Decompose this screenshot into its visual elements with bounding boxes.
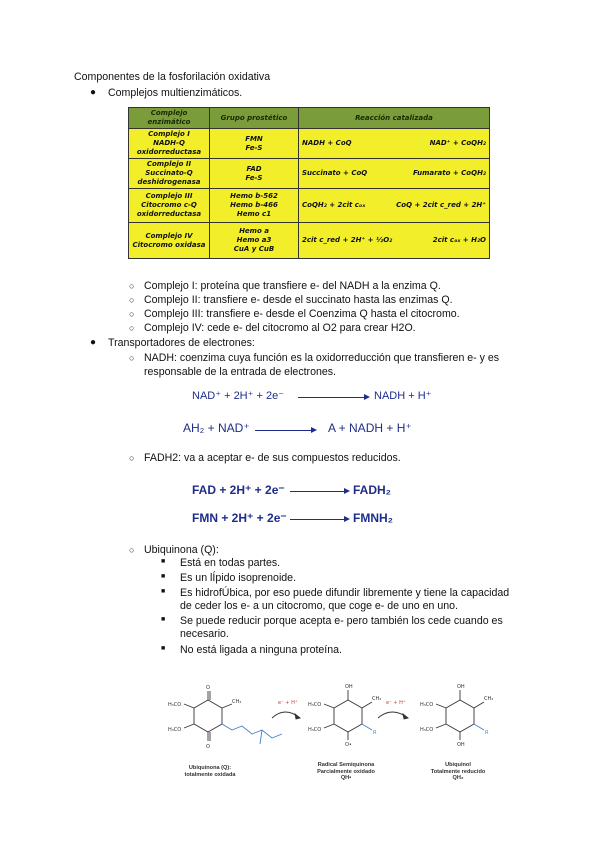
svg-text:O•: O• <box>345 742 352 748</box>
svg-text:H₃CO: H₃CO <box>420 702 434 708</box>
equation-left: NAD⁺ + 2H⁺ + 2e⁻ <box>192 390 285 402</box>
list-item: Es hidrofÚbica, por eso puede difundir libremente y tiene la capacidad <box>180 587 510 599</box>
bullet-icon: ● <box>90 337 97 348</box>
svg-text:H₃CO: H₃CO <box>420 727 434 733</box>
circle-bullet-icon: ○ <box>129 281 135 291</box>
caption-semiquinona: Radical Semiquinona Parcialmente oxidado QH• <box>317 762 375 781</box>
svg-text:OH: OH <box>345 684 353 690</box>
list-item: Es un lÍpido isoprenoide. <box>180 572 297 584</box>
table-cell: FMN Fe-S <box>210 129 299 159</box>
nadh-text: NADH: coenzima cuya función es la oxidorreducción que transfieren e- y es <box>144 352 500 364</box>
arrow-label: e⁻ + H⁺ <box>386 700 406 706</box>
table-cell: Hemo a Hemo a3 CuA y CuB <box>210 223 299 259</box>
svg-text:CH₃: CH₃ <box>484 696 494 702</box>
section-complejos: Complejos multienzimáticos. <box>108 87 243 99</box>
table-cell: Complejo III Citocromo c-Q oxidorreductasa <box>129 189 210 223</box>
arrow-icon <box>290 519 348 520</box>
complex-note: Complejo IV: cede e- del citocromo al O2 para crear H2O. <box>144 322 416 334</box>
square-bullet-icon: ■ <box>161 645 166 652</box>
svg-text:R: R <box>485 730 489 736</box>
list-item: necesario. <box>180 628 229 640</box>
page-title: Componentes de la fosforilación oxidativa <box>74 71 271 83</box>
circle-bullet-icon: ○ <box>129 353 135 363</box>
arrow-icon <box>298 397 368 398</box>
table-cell: FAD Fe-S <box>210 159 299 189</box>
list-item: Se puede reducir porque acepta e- pero también los cede cuando es <box>180 615 503 627</box>
ubiquinol-structure <box>436 690 484 740</box>
svg-text:O: O <box>206 685 210 691</box>
semiquinone-structure <box>324 690 372 740</box>
svg-text:CH₃: CH₃ <box>372 696 382 702</box>
square-bullet-icon: ■ <box>161 558 166 565</box>
ubiquinona-text: Ubiquinona (Q): <box>144 544 219 556</box>
table-cell: Succinato + CoQ Fumarato + CoQH₂ <box>299 159 490 189</box>
table-cell: Complejo IV Citocromo oxidasa <box>129 223 210 259</box>
circle-bullet-icon: ○ <box>129 295 135 305</box>
svg-text:CH₃: CH₃ <box>232 699 242 705</box>
fadh2-text: FADH2: va a aceptar e- de sus compuestos reducidos. <box>144 452 401 464</box>
equation-left: FAD + 2H⁺ + 2e⁻ <box>192 483 285 497</box>
square-bullet-icon: ■ <box>161 573 166 580</box>
table-cell: Hemo b-562 Hemo b-466 Hemo c1 <box>210 189 299 223</box>
svg-text:OH: OH <box>457 684 465 690</box>
enzyme-table <box>128 107 490 259</box>
equation-left: AH₂ + NAD⁺ <box>183 421 250 435</box>
table-cell: Complejo I NADH-Q oxidorreductasa <box>129 129 210 159</box>
table-cell: CoQH₂ + 2cit cₒₓ CoQ + 2cit c_red + 2H⁺ <box>299 189 490 223</box>
list-item: de ceder los e- a un citocromo, que coge e- de uno en uno. <box>180 600 458 612</box>
svg-text:R: R <box>373 730 377 736</box>
circle-bullet-icon: ○ <box>129 309 135 319</box>
bullet-icon: ● <box>90 87 97 98</box>
list-item: No está ligada a ninguna proteína. <box>180 644 342 656</box>
arrow-icon <box>255 430 315 431</box>
equation-right: A + NADH + H⁺ <box>328 421 412 435</box>
equation-right: NADH + H⁺ <box>374 390 432 402</box>
svg-text:H₃CO: H₃CO <box>168 702 182 708</box>
circle-bullet-icon: ○ <box>129 453 135 463</box>
caption-ubiquinol: Ubiquinol Totalmente reducido QH₂ <box>430 762 486 781</box>
arrow-icon <box>290 491 348 492</box>
equation-right: FADH₂ <box>353 483 391 497</box>
table-cell: Complejo II Succinato-Q deshidrogenasa <box>129 159 210 189</box>
table-header: Complejo enzimático <box>129 108 210 129</box>
ubiquinone-redox-diagram <box>160 678 500 768</box>
table-cell: NADH + CoQ NAD⁺ + CoQH₂ <box>299 129 490 159</box>
complex-note: Complejo III: transfiere e- desde el Coenzima Q hasta el citocromo. <box>144 308 460 320</box>
svg-text:OH: OH <box>457 742 465 748</box>
table-header: Grupo prostético <box>210 108 299 129</box>
complex-note: Complejo I: proteína que transfiere e- del NADH a la enzima Q. <box>144 280 441 292</box>
arrow-label: e⁻ + H⁺ <box>278 700 298 706</box>
complex-note: Complejo II: transfiere e- desde el succinato hasta las enzimas Q. <box>144 294 453 306</box>
circle-bullet-icon: ○ <box>129 323 135 333</box>
section-transportadores: Transportadores de electrones: <box>108 337 255 349</box>
square-bullet-icon: ■ <box>161 616 166 623</box>
square-bullet-icon: ■ <box>161 588 166 595</box>
equation-right: FMNH₂ <box>353 511 393 525</box>
table-header: Reacción catalizada <box>299 108 490 129</box>
table-cell: 2cit c_red + 2H⁺ + ½O₂ 2cit cₒₓ + H₂O <box>299 223 490 259</box>
svg-text:H₃CO: H₃CO <box>308 727 322 733</box>
caption-ubiquinona: Ubiquinona (Q): totalmente oxidada <box>184 765 236 778</box>
list-item: Está en todas partes. <box>180 557 281 569</box>
svg-text:H₃CO: H₃CO <box>308 702 322 708</box>
svg-text:O: O <box>206 744 210 750</box>
equation-left: FMN + 2H⁺ + 2e⁻ <box>192 511 287 525</box>
svg-text:H₃CO: H₃CO <box>168 727 182 733</box>
circle-bullet-icon: ○ <box>129 545 135 555</box>
nadh-text: responsable de la entrada de electrones. <box>144 366 336 378</box>
